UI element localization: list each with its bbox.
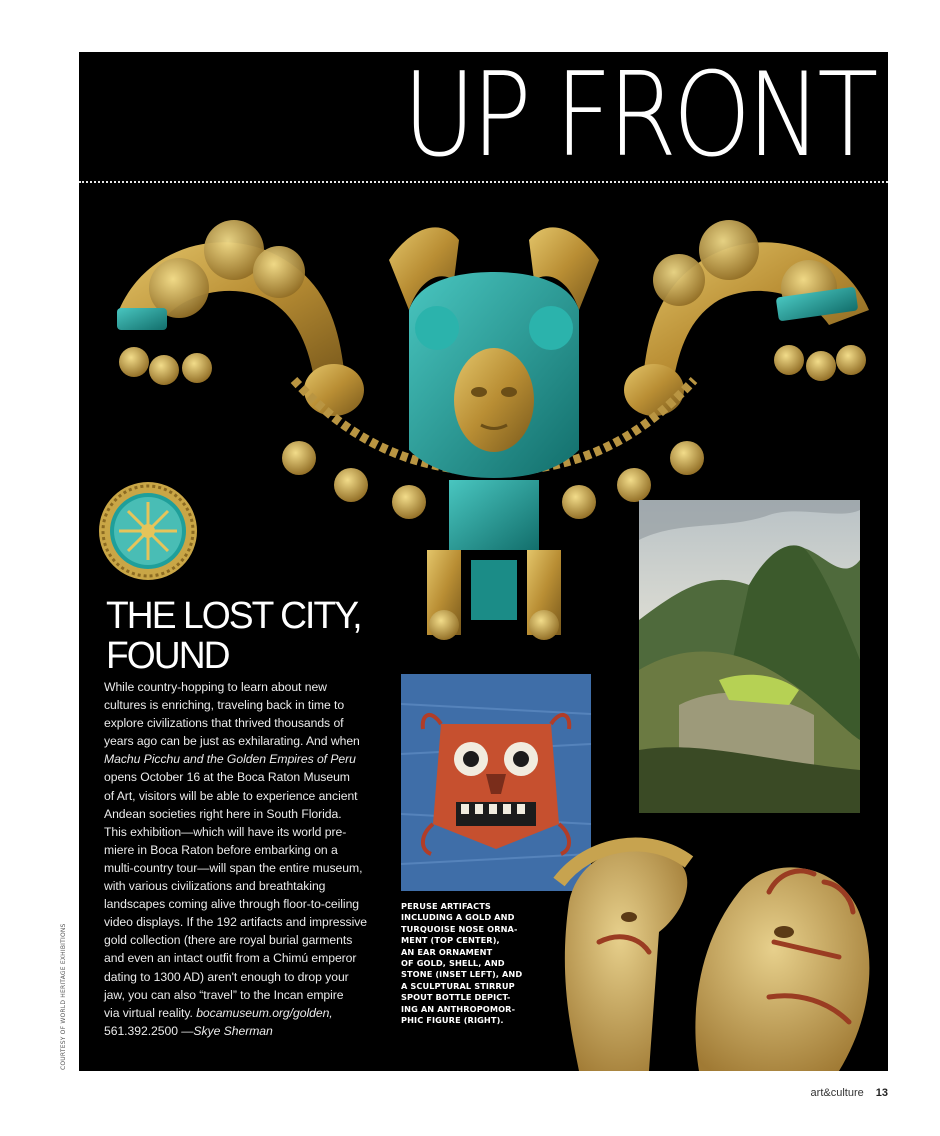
body-line: miere in Boca Raton before embarking on a xyxy=(104,842,338,857)
caption-line: AN EAR ORNAMENT xyxy=(401,946,493,957)
museum-url[interactable]: bocamuseum.org/golden, xyxy=(196,1005,333,1020)
caption-line: MENT (TOP CENTER), xyxy=(401,935,500,946)
exhibition-title: Machu Picchu and the Golden Empires of Peru xyxy=(104,752,356,767)
page-folio xyxy=(811,1087,888,1099)
body-line: with various civilizations and breathtaking xyxy=(104,879,326,894)
body-line-url: via virtual reality. bocamuseum.org/golden, xyxy=(104,1005,333,1020)
body-line: explore civilizations that thrived thousands of xyxy=(104,716,344,731)
article-body xyxy=(104,678,379,1040)
body-line: of Art, visitors will be able to experience ancient xyxy=(104,788,358,803)
caption-line: OF GOLD, SHELL, AND xyxy=(401,958,505,969)
caption-line: TURQUOISE NOSE ORNA- xyxy=(401,923,518,934)
photo-credit: COURTESY OF WORLD HERITAGE EXHIBITIONS xyxy=(60,923,67,1070)
body-line: dating to 1300 AD) aren't enough to drop your xyxy=(104,969,349,984)
article-title-line: FOUND xyxy=(106,635,229,677)
magazine-name: art&culture xyxy=(810,1087,864,1099)
page-panel xyxy=(79,52,888,1071)
photo-caption xyxy=(401,901,541,1026)
caption-line: PHIC FIGURE (RIGHT). xyxy=(401,1015,504,1026)
body-line: opens October 16 at the Boca Raton Museum xyxy=(104,770,350,785)
article-title-line: THE LOST CITY, xyxy=(106,595,361,637)
body-line: years ago can be just as exhilarating. And when xyxy=(104,734,360,749)
body-line: multi-country tour—will span the entire museum, xyxy=(104,860,363,875)
caption-line: A SCULPTURAL STIRRUP xyxy=(401,980,515,991)
body-line: and even an intact outfit from a Chimú emperor xyxy=(104,951,357,966)
ear-ornament-photo xyxy=(97,480,199,582)
caption-line: PERUSE ARTIFACTS xyxy=(401,901,491,911)
machu-picchu-photo xyxy=(639,500,860,813)
body-line-contact xyxy=(104,1022,379,1040)
dotted-divider xyxy=(79,181,888,183)
article-title xyxy=(106,596,361,676)
caption-line: INCLUDING A GOLD AND xyxy=(401,912,515,923)
phone-number: 561.392.2500 xyxy=(104,1023,182,1038)
page-number: 13 xyxy=(875,1087,888,1099)
caption-line: SPOUT BOTTLE DEPICT- xyxy=(401,992,511,1003)
body-line: This exhibition—which will have its world pre- xyxy=(104,824,347,839)
byline: —Skye Sherman xyxy=(181,1023,273,1038)
body-line: cultures is enriching, traveling back in time to xyxy=(104,698,345,713)
caption-line: ING AN ANTHROPOMOR- xyxy=(401,1003,516,1014)
body-line: Andean societies right here in South Florida. xyxy=(104,806,342,821)
body-line: While country-hopping to learn about new xyxy=(104,680,327,694)
body-line: video displays. If the 192 artifacts and impressive xyxy=(104,915,367,930)
caption-line: STONE (INSET LEFT), AND xyxy=(401,969,523,980)
body-line: landscapes coming alive through floor-to-ceiling xyxy=(104,897,360,912)
section-headline: UP FRONT xyxy=(402,52,874,183)
body-line: gold collection (there are royal burial garments xyxy=(104,933,353,948)
body-line: jaw, you can also “travel” to the Incan empire xyxy=(104,987,344,1002)
stirrup-bottle-photo xyxy=(539,822,888,1071)
